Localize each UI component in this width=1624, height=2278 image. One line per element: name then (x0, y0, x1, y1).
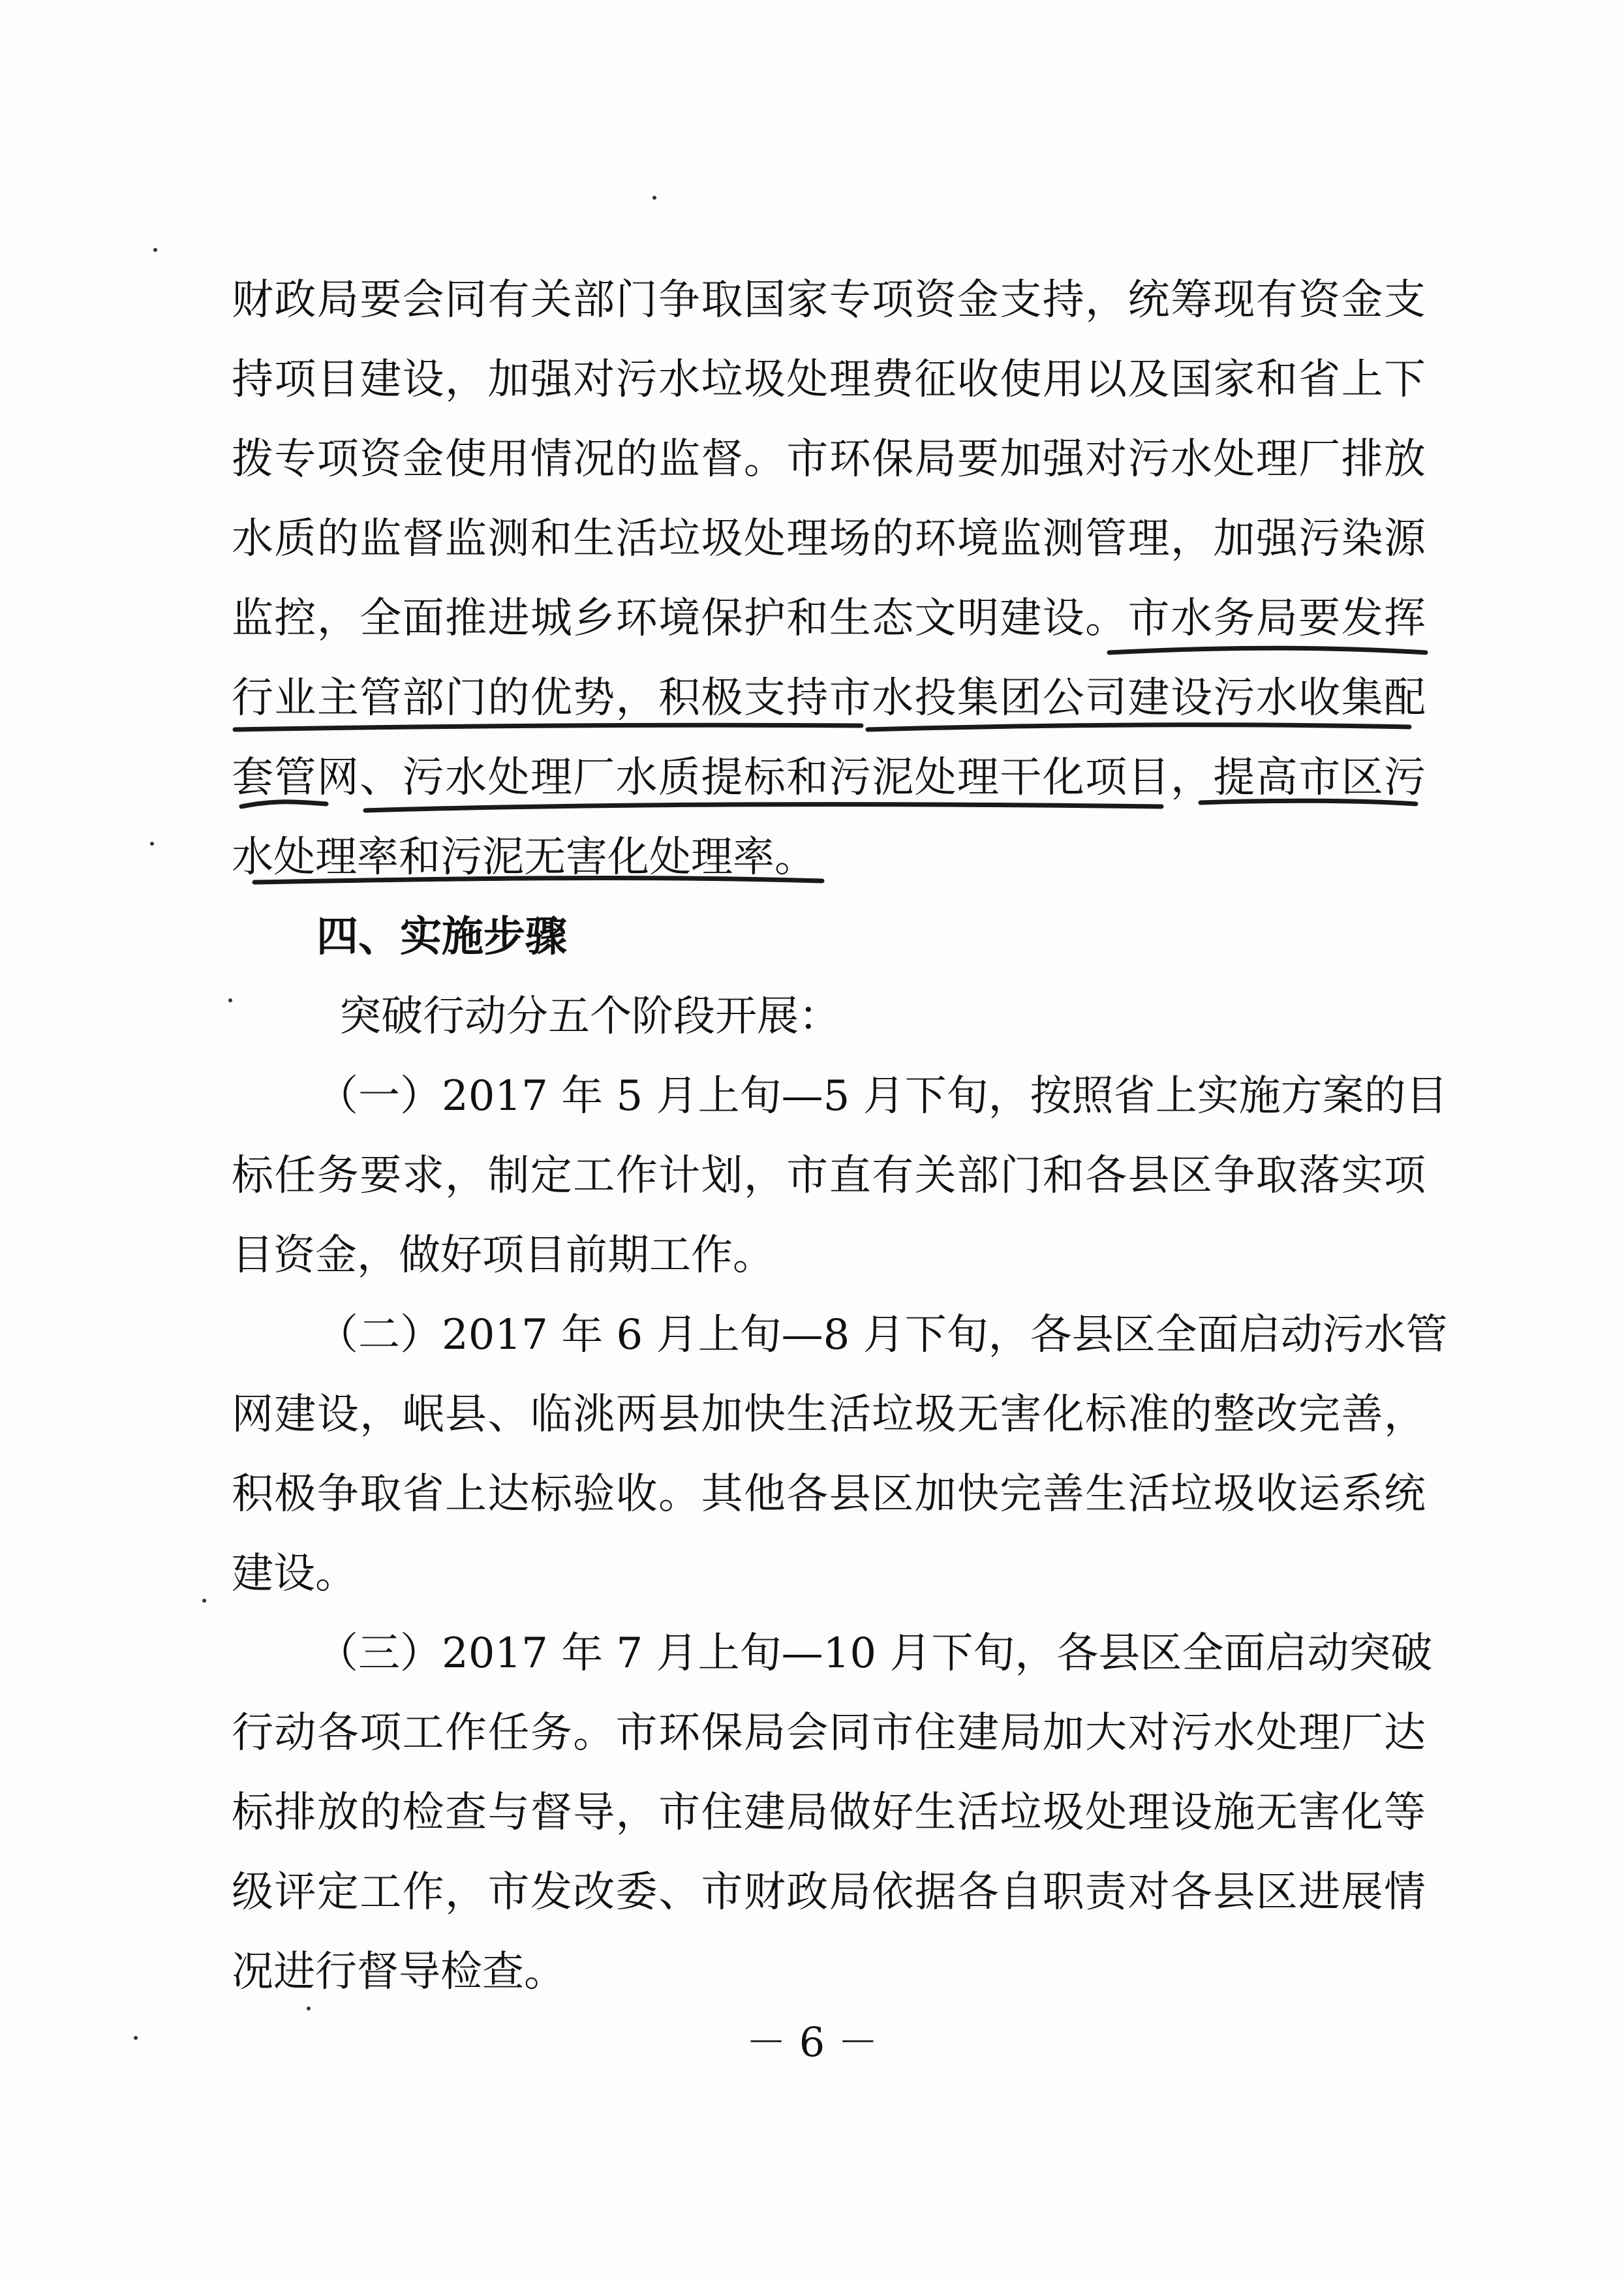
underline-stroke-2 (235, 725, 861, 730)
scan-speck (307, 2007, 311, 2010)
stage2-line-4: 建设。 (232, 1550, 357, 1598)
intro-line: 突破行动分五个阶段开展： (339, 993, 840, 1041)
underline-stroke-3 (868, 725, 1409, 730)
underline-stroke-5 (365, 805, 1161, 810)
scan-speck (150, 842, 154, 846)
stage1-line-3: 目资金，做好项目前期工作。 (232, 1231, 774, 1280)
scan-speck (202, 1599, 206, 1603)
scan-speck (652, 196, 656, 200)
stage3-line-3: 标排放的检查与督导，市住建局做好生活垃圾处理设施无害化等 (232, 1789, 1426, 1837)
body-line-5: 监控，全面推进城乡环境保护和生态文明建设。市水务局要发挥 (232, 594, 1426, 643)
body-line-7: 套管网、污水处理厂水质提标和污泥处理干化项目，提高市区污 (232, 754, 1426, 802)
body-line-2: 持项目建设，加强对污水垃圾处理费征收使用以及国家和省上下 (232, 356, 1426, 404)
scan-speck (134, 2036, 138, 2040)
stage2-line-2: 网建设，岷县、临洮两县加快生活垃圾无害化标准的整改完善， (232, 1391, 1426, 1439)
body-line-8: 水处理率和污泥无害化处理率。 (232, 833, 816, 882)
page-number: － 6 － (746, 2018, 878, 2066)
stage3-line-1: （三）2017 年 7 月上旬—10 月下旬，各县区全面启动突破 (316, 1629, 1433, 1678)
stage3-line-5: 况进行督导检查。 (232, 1948, 566, 1996)
stage1-line-1: （一）2017 年 5 月上旬—5 月下旬，按照省上实施方案的目 (316, 1072, 1448, 1120)
body-line-1: 财政局要会同有关部门争取国家专项资金支持，统筹现有资金支 (232, 276, 1426, 324)
section-heading: 四、实施步骤 (316, 912, 567, 961)
stage3-line-4: 级评定工作，市发改委、市财政局依据各自职责对各县区进展情 (232, 1868, 1426, 1916)
stage2-line-1: （二）2017 年 6 月上旬—8 月下旬，各县区全面启动污水管 (316, 1311, 1448, 1359)
body-line-4: 水质的监督监测和生活垃圾处理场的环境监测管理，加强污染源 (232, 515, 1426, 563)
body-line-3: 拨专项资金使用情况的监督。市环保局要加强对污水处理厂排放 (232, 435, 1426, 484)
stage1-line-2: 标任务要求，制定工作计划，市直有关部门和各县区争取落实项 (232, 1152, 1426, 1200)
underline-stroke-1 (1109, 648, 1426, 653)
stage3-line-2: 行动各项工作任务。市环保局会同市住建局加大对污水处理厂达 (232, 1709, 1426, 1757)
scan-speck (228, 998, 232, 1002)
body-line-6: 行业主管部门的优势，积极支持市水投集团公司建设污水收集配 (232, 674, 1426, 722)
stage2-line-3: 积极争取省上达标验收。其他各县区加快完善生活垃圾收运系统 (232, 1470, 1426, 1518)
scan-speck (153, 248, 157, 252)
